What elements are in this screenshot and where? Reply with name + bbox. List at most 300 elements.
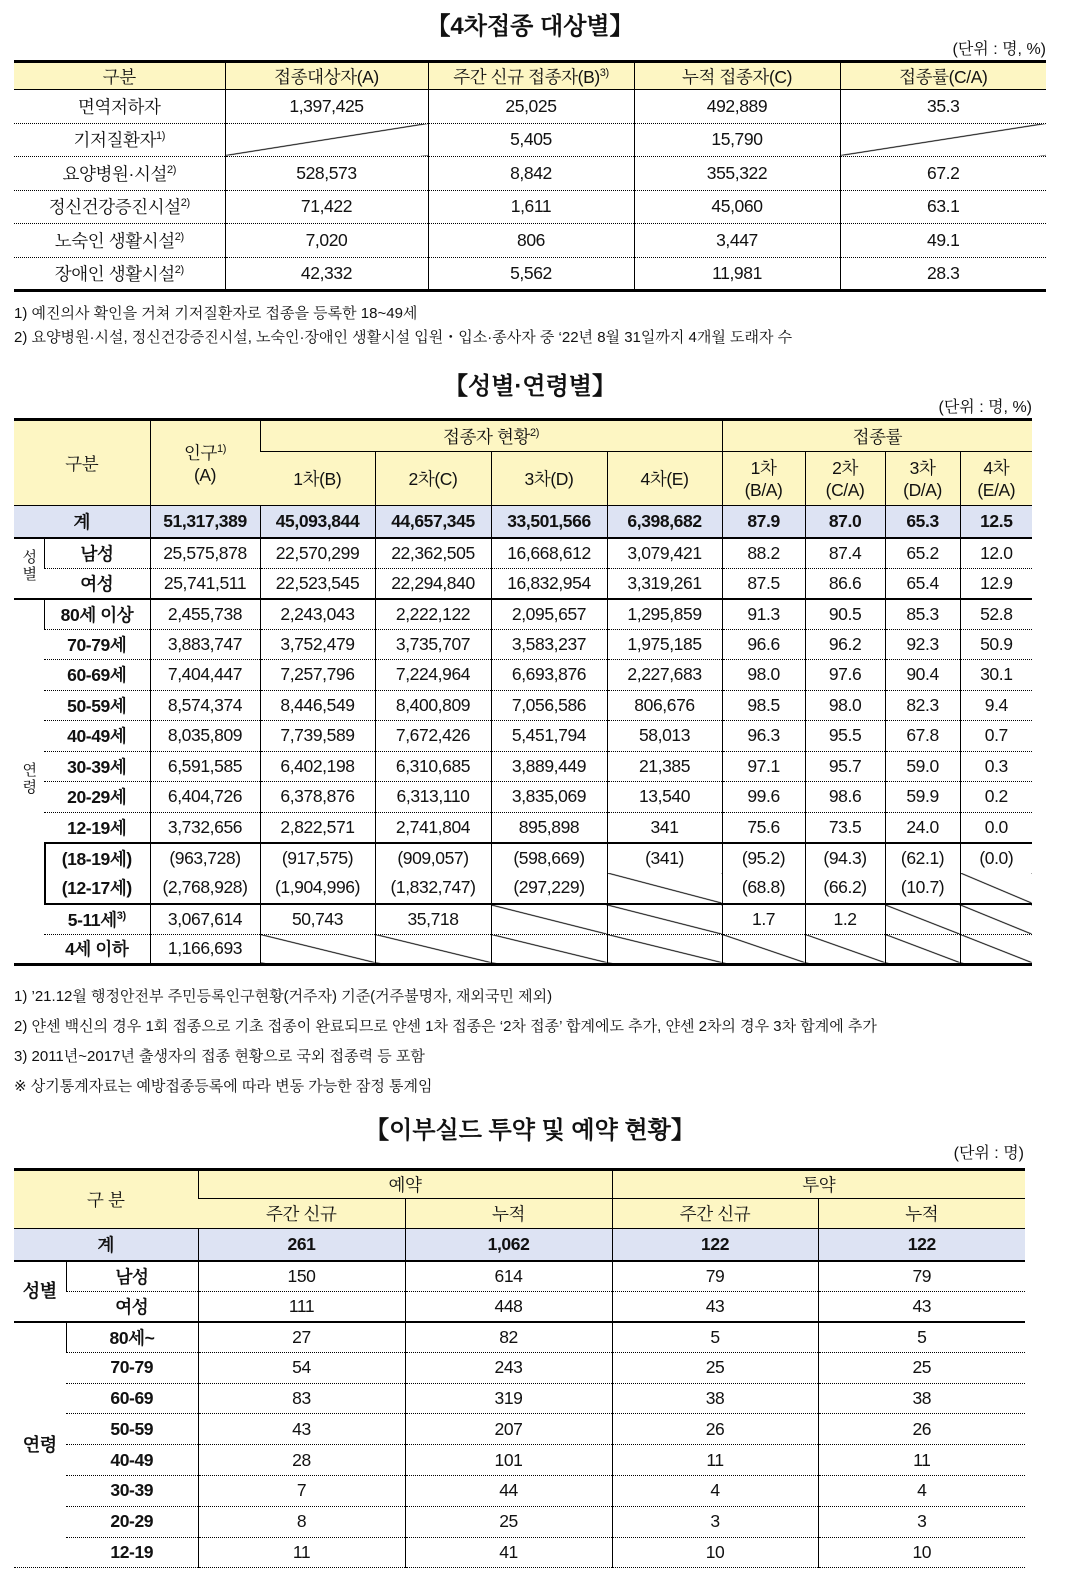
table-cell: 87.5 bbox=[722, 568, 805, 599]
footnote: ※ 상기통계자료는 예방접종등록에 따라 변동 가능한 잠정 통계임 bbox=[14, 1078, 433, 1095]
table-row bbox=[14, 721, 1032, 752]
table-cell: 98.6 bbox=[805, 782, 885, 813]
header-label: 주간 신규 bbox=[679, 1204, 751, 1224]
footnote-marker: 2) bbox=[174, 230, 184, 243]
row-label bbox=[44, 843, 150, 874]
table-cell: 101 bbox=[405, 1445, 612, 1476]
table-cell: 22,294,840 bbox=[375, 568, 491, 599]
table-cell: 6,398,682 bbox=[607, 506, 722, 538]
table-cell: 43 bbox=[612, 1291, 818, 1322]
table-cell: 38 bbox=[818, 1383, 1025, 1414]
table-cell: 82 bbox=[405, 1322, 612, 1353]
table-cell: 11 bbox=[818, 1445, 1025, 1476]
column-header bbox=[14, 62, 225, 90]
table-row bbox=[14, 934, 1032, 965]
column-header bbox=[428, 62, 634, 90]
table-cell: 26 bbox=[818, 1414, 1025, 1445]
side-label-text: 성별 bbox=[22, 1281, 57, 1301]
target-group-table bbox=[14, 60, 1046, 292]
table-cell: 7,739,589 bbox=[260, 721, 375, 752]
table-cell: 97.1 bbox=[722, 751, 805, 782]
table-cell: 22,570,299 bbox=[260, 538, 375, 569]
empty-diagonal-cell bbox=[260, 934, 375, 965]
table-cell: 111 bbox=[198, 1291, 405, 1322]
row-label bbox=[44, 721, 150, 752]
table-row bbox=[14, 873, 1032, 904]
header-label: 접종대상자(A) bbox=[274, 66, 379, 87]
row-label bbox=[44, 782, 150, 813]
table-row bbox=[14, 1506, 1025, 1537]
row-label-text: 여성 bbox=[115, 1296, 149, 1317]
empty-diagonal-cell bbox=[607, 934, 722, 965]
table-row bbox=[14, 1414, 1025, 1445]
table-row bbox=[14, 1537, 1025, 1568]
header-label: 3차 bbox=[909, 457, 936, 478]
table-cell: 3,889,449 bbox=[491, 751, 607, 782]
table-cell: 122 bbox=[612, 1229, 818, 1261]
table-cell: 8,574,374 bbox=[150, 690, 260, 721]
column-header bbox=[818, 1199, 1025, 1229]
table-row bbox=[14, 538, 1032, 569]
table-cell: 243 bbox=[405, 1352, 612, 1383]
table-cell: 85.3 bbox=[885, 599, 960, 630]
footnote: 2) 요양병원·시설, 정신건강증진시설, 노숙인·장애인 생활시설 입원・입소·종사자 중 ‘22년 8월 31일까지 4개월 도래자 수 bbox=[14, 329, 793, 346]
row-label-text: 12-19세 bbox=[67, 817, 127, 838]
table-cell: 25,025 bbox=[428, 90, 634, 124]
table-cell: 98.5 bbox=[722, 690, 805, 721]
column-header bbox=[198, 1199, 405, 1229]
row-label bbox=[66, 1322, 198, 1353]
header-label: 4차(E) bbox=[640, 469, 689, 489]
table-cell: 83 bbox=[198, 1383, 405, 1414]
table-cell: 65.2 bbox=[885, 538, 960, 569]
table-cell: 88.2 bbox=[722, 538, 805, 569]
table-cell: 50.9 bbox=[960, 629, 1032, 660]
table-cell: 8 bbox=[198, 1506, 405, 1537]
table-cell: 1,166,693 bbox=[150, 934, 260, 965]
table-cell: 3,319,261 bbox=[607, 568, 722, 599]
table-cell: 3 bbox=[612, 1506, 818, 1537]
row-label bbox=[44, 934, 150, 965]
table-cell: 98.0 bbox=[805, 690, 885, 721]
header-label: 투약 bbox=[802, 1175, 836, 1195]
footnote-marker: 2) bbox=[174, 263, 184, 276]
row-label bbox=[66, 1383, 198, 1414]
row-label-text: 50-59세 bbox=[67, 695, 127, 716]
row-label-text: 50-59 bbox=[110, 1418, 154, 1439]
group-header bbox=[14, 420, 150, 506]
row-label-text: 40-49 bbox=[110, 1449, 154, 1470]
empty-diagonal-cell bbox=[960, 904, 1032, 935]
column-header bbox=[375, 452, 491, 506]
table-cell: 0.0 bbox=[960, 812, 1032, 843]
header-label: 구분 bbox=[102, 66, 136, 87]
table-cell: 6,313,110 bbox=[375, 782, 491, 813]
empty-diagonal-cell bbox=[885, 904, 960, 935]
header-label: 접종률(C/A) bbox=[899, 66, 988, 87]
table-cell: 95.5 bbox=[805, 721, 885, 752]
table-cell: 4 bbox=[612, 1475, 818, 1506]
empty-diagonal-cell bbox=[805, 934, 885, 965]
row-label bbox=[66, 1352, 198, 1383]
table-cell: 5,451,794 bbox=[491, 721, 607, 752]
row-label bbox=[14, 157, 225, 191]
table-cell: (297,229) bbox=[491, 873, 607, 904]
table-cell: (341) bbox=[607, 843, 722, 874]
table-cell: 44,657,345 bbox=[375, 506, 491, 538]
header-label: 누적 bbox=[905, 1204, 939, 1224]
table-cell: 3,752,479 bbox=[260, 629, 375, 660]
row-label bbox=[14, 123, 225, 157]
table-row bbox=[14, 660, 1032, 691]
table-cell: 806 bbox=[428, 224, 634, 258]
column-header bbox=[491, 452, 607, 506]
table-cell: 5,405 bbox=[428, 123, 634, 157]
table-row bbox=[14, 904, 1032, 935]
table-cell: 1,611 bbox=[428, 190, 634, 224]
row-label-text: 20-29 bbox=[110, 1511, 154, 1532]
row-label bbox=[14, 90, 225, 124]
reservation-header bbox=[198, 1170, 612, 1199]
table-cell: 6,310,685 bbox=[375, 751, 491, 782]
header-row bbox=[14, 62, 1046, 90]
total-row bbox=[14, 1229, 1025, 1261]
row-label-text: 20-29세 bbox=[67, 787, 127, 808]
row-label-text: 정신건강증진시설 bbox=[48, 197, 181, 218]
column-header bbox=[612, 1199, 818, 1229]
row-label-text: 30-39 bbox=[110, 1480, 154, 1501]
empty-diagonal-cell bbox=[225, 123, 428, 157]
row-label bbox=[44, 812, 150, 843]
table-cell: 26 bbox=[612, 1414, 818, 1445]
row-label bbox=[66, 1537, 198, 1568]
row-label bbox=[66, 1475, 198, 1506]
table-cell: (963,728) bbox=[150, 843, 260, 874]
sex-side-label bbox=[14, 1261, 66, 1322]
table-cell: 11 bbox=[612, 1445, 818, 1476]
header-row bbox=[14, 420, 1032, 452]
row-label-text: 남성 bbox=[80, 543, 114, 564]
row-label-text: 기저질환자 bbox=[73, 130, 157, 151]
row-label-text: (12-17세) bbox=[61, 878, 132, 899]
table-cell: 22,523,545 bbox=[260, 568, 375, 599]
evusheld-table bbox=[14, 1168, 1025, 1568]
table-cell: 1,062 bbox=[405, 1229, 612, 1261]
table-cell: (66.2) bbox=[805, 873, 885, 904]
table-cell: 96.3 bbox=[722, 721, 805, 752]
table-cell: 150 bbox=[198, 1261, 405, 1292]
header-label: 4차 bbox=[983, 457, 1010, 478]
age-side-label bbox=[14, 599, 44, 965]
side-label-text: 연령 bbox=[20, 761, 38, 796]
table-cell: 6,591,585 bbox=[150, 751, 260, 782]
column-header bbox=[225, 62, 428, 90]
table-cell: 38 bbox=[612, 1383, 818, 1414]
table-cell: 3,067,614 bbox=[150, 904, 260, 935]
table-cell: 3,079,421 bbox=[607, 538, 722, 569]
header-label: 3차(D) bbox=[524, 469, 574, 489]
table-cell: 11,981 bbox=[634, 257, 840, 291]
table-cell: 73.5 bbox=[805, 812, 885, 843]
table-cell: 2,243,043 bbox=[260, 599, 375, 630]
table-cell: 87.0 bbox=[805, 506, 885, 538]
row-label-text: 80세 이상 bbox=[60, 604, 134, 625]
table-row bbox=[14, 1352, 1025, 1383]
table-row bbox=[14, 157, 1046, 191]
table-cell: 7,224,964 bbox=[375, 660, 491, 691]
table-cell: 3,835,069 bbox=[491, 782, 607, 813]
table-cell: 7,020 bbox=[225, 224, 428, 258]
row-label-text: 면역저하자 bbox=[77, 96, 161, 117]
header-label: 2차(C) bbox=[408, 469, 458, 489]
table-cell: 35.3 bbox=[840, 90, 1046, 124]
table-cell: 98.0 bbox=[722, 660, 805, 691]
table-cell: 2,227,683 bbox=[607, 660, 722, 691]
table1-footnotes bbox=[14, 302, 792, 350]
header-label: (A) bbox=[193, 465, 217, 485]
table-cell: 99.6 bbox=[722, 782, 805, 813]
footnote: 3) 2011년~2017년 출생자의 접종 현황으로 국외 접종력 등 포함 bbox=[14, 1048, 425, 1065]
table2-footnotes bbox=[14, 982, 877, 1102]
table-cell: 1.7 bbox=[722, 904, 805, 935]
footnote: 1) 예진의사 확인을 거쳐 기저질환자로 접종을 등록한 18~49세 bbox=[14, 305, 418, 322]
table-row bbox=[14, 843, 1032, 874]
table-cell: 45,093,844 bbox=[260, 506, 375, 538]
table-cell: 16,832,954 bbox=[491, 568, 607, 599]
table-cell: (94.3) bbox=[805, 843, 885, 874]
footnote: 1) ’21.12월 행정안전부 주민등록인구현황(거주자) 기준(거주불명자, 재외국민 제외) bbox=[14, 988, 553, 1005]
table-cell: (1,832,747) bbox=[375, 873, 491, 904]
table-cell: 122 bbox=[818, 1229, 1025, 1261]
table-row bbox=[14, 190, 1046, 224]
table-cell: 67.8 bbox=[885, 721, 960, 752]
total-row bbox=[14, 506, 1032, 538]
table-cell: 261 bbox=[198, 1229, 405, 1261]
table-cell: 5 bbox=[612, 1322, 818, 1353]
table-cell: 4 bbox=[818, 1475, 1025, 1506]
table-cell: 1,975,185 bbox=[607, 629, 722, 660]
side-label-text: 연령 bbox=[22, 1434, 57, 1455]
column-header bbox=[805, 452, 885, 506]
header-label: 1차 bbox=[750, 457, 777, 478]
table-cell: 7 bbox=[198, 1475, 405, 1506]
table-cell: 207 bbox=[405, 1414, 612, 1445]
table-cell: 33,501,566 bbox=[491, 506, 607, 538]
table-cell: 12.9 bbox=[960, 568, 1032, 599]
table-cell: 67.2 bbox=[840, 157, 1046, 191]
table-cell: 71,422 bbox=[225, 190, 428, 224]
table-cell: 65.4 bbox=[885, 568, 960, 599]
empty-diagonal-cell bbox=[840, 123, 1046, 157]
table-cell: 806,676 bbox=[607, 690, 722, 721]
table-row bbox=[14, 599, 1032, 630]
table1-unit: (단위 : 명, %) bbox=[952, 41, 1046, 58]
table-cell: 12.5 bbox=[960, 506, 1032, 538]
row-label bbox=[44, 568, 150, 599]
table-cell: (62.1) bbox=[885, 843, 960, 874]
table-cell: 614 bbox=[405, 1261, 612, 1292]
table-row bbox=[14, 123, 1046, 157]
table-cell: 3,447 bbox=[634, 224, 840, 258]
table-cell: 448 bbox=[405, 1291, 612, 1322]
empty-diagonal-cell bbox=[885, 934, 960, 965]
empty-diagonal-cell bbox=[960, 934, 1032, 965]
table-cell: 59.0 bbox=[885, 751, 960, 782]
table-cell: 0.2 bbox=[960, 782, 1032, 813]
table-cell: 25,741,511 bbox=[150, 568, 260, 599]
table-cell: 25 bbox=[405, 1506, 612, 1537]
table-cell: 6,402,198 bbox=[260, 751, 375, 782]
table-cell: 91.3 bbox=[722, 599, 805, 630]
sex-side-label bbox=[14, 538, 44, 599]
table-cell: 341 bbox=[607, 812, 722, 843]
table-cell: 3,735,707 bbox=[375, 629, 491, 660]
table-cell: 63.1 bbox=[840, 190, 1046, 224]
column-header bbox=[885, 452, 960, 506]
header-label: 구 분 bbox=[87, 1190, 125, 1210]
table-cell: 87.4 bbox=[805, 538, 885, 569]
table-cell: 355,322 bbox=[634, 157, 840, 191]
sex-age-table bbox=[14, 418, 1032, 966]
table-cell: 43 bbox=[818, 1291, 1025, 1322]
row-label-text: 40-49세 bbox=[67, 726, 127, 747]
column-header bbox=[634, 62, 840, 90]
table-cell: 8,035,809 bbox=[150, 721, 260, 752]
table-cell: (598,669) bbox=[491, 843, 607, 874]
table-row bbox=[14, 90, 1046, 124]
table1-title: 【4차접종 대상별】 bbox=[426, 13, 634, 40]
header-label: (B/A) bbox=[744, 479, 783, 500]
administration-header bbox=[612, 1170, 1025, 1199]
row-label-text: 장애인 생활시설 bbox=[54, 263, 175, 284]
footnote-marker: 2) bbox=[166, 163, 176, 176]
table-row bbox=[14, 1291, 1025, 1322]
table-cell: 10 bbox=[818, 1537, 1025, 1568]
table-cell: 50,743 bbox=[260, 904, 375, 935]
table-cell: (917,575) bbox=[260, 843, 375, 874]
row-label-text: 60-69 bbox=[110, 1387, 154, 1408]
table-cell: 5,562 bbox=[428, 257, 634, 291]
row-label-text: 70-79 bbox=[110, 1357, 154, 1378]
row-label-text: 계 bbox=[73, 511, 91, 532]
table-cell: 16,668,612 bbox=[491, 538, 607, 569]
row-label bbox=[44, 873, 150, 904]
table-row bbox=[14, 1383, 1025, 1414]
table-row bbox=[14, 782, 1032, 813]
table-cell: 1.2 bbox=[805, 904, 885, 935]
header-row bbox=[14, 1170, 1025, 1199]
rate-header bbox=[722, 420, 1032, 452]
table3-unit: (단위 : 명) bbox=[953, 1145, 1024, 1162]
row-label bbox=[14, 224, 225, 258]
table-cell: 8,842 bbox=[428, 157, 634, 191]
table-cell: 9.4 bbox=[960, 690, 1032, 721]
table-cell: 8,446,549 bbox=[260, 690, 375, 721]
table-cell: 52.8 bbox=[960, 599, 1032, 630]
row-label bbox=[14, 257, 225, 291]
table-cell: 75.6 bbox=[722, 812, 805, 843]
group-header bbox=[14, 1170, 198, 1229]
row-label bbox=[44, 629, 150, 660]
table-cell: 528,573 bbox=[225, 157, 428, 191]
table-cell: 25 bbox=[612, 1352, 818, 1383]
table-cell: 8,400,809 bbox=[375, 690, 491, 721]
table-cell: (2,768,928) bbox=[150, 873, 260, 904]
table-cell: 27 bbox=[198, 1322, 405, 1353]
table-row bbox=[14, 751, 1032, 782]
column-header bbox=[260, 452, 375, 506]
side-label-text: 성별 bbox=[20, 548, 38, 583]
population-header bbox=[150, 420, 260, 506]
table-cell: (909,057) bbox=[375, 843, 491, 874]
table-cell: 0.3 bbox=[960, 751, 1032, 782]
table-cell: 44 bbox=[405, 1475, 612, 1506]
table2-title: 【성별·연령별】 bbox=[444, 373, 616, 400]
table-cell: 58,013 bbox=[607, 721, 722, 752]
table-row bbox=[14, 690, 1032, 721]
table-cell: 45,060 bbox=[634, 190, 840, 224]
header-label: (C/A) bbox=[825, 479, 865, 500]
footnote-marker: 2) bbox=[180, 197, 190, 210]
row-label bbox=[14, 506, 150, 538]
table-cell: 96.2 bbox=[805, 629, 885, 660]
empty-diagonal-cell bbox=[607, 873, 722, 904]
table-row bbox=[14, 1322, 1025, 1353]
table-row bbox=[14, 568, 1032, 599]
table-cell: 97.6 bbox=[805, 660, 885, 691]
table-cell: 6,404,726 bbox=[150, 782, 260, 813]
table-cell: 11 bbox=[198, 1537, 405, 1568]
table-cell: 6,693,876 bbox=[491, 660, 607, 691]
header-label: 주간 신규 접종자(B) bbox=[453, 66, 600, 87]
row-label bbox=[44, 690, 150, 721]
table-cell: 41 bbox=[405, 1537, 612, 1568]
table-cell: 7,672,426 bbox=[375, 721, 491, 752]
table-cell: 65.3 bbox=[885, 506, 960, 538]
row-label bbox=[66, 1506, 198, 1537]
table-cell: 3,583,237 bbox=[491, 629, 607, 660]
table-cell: 2,095,657 bbox=[491, 599, 607, 630]
table-cell: 49.1 bbox=[840, 224, 1046, 258]
table-cell: 28 bbox=[198, 1445, 405, 1476]
table-cell: 21,385 bbox=[607, 751, 722, 782]
header-label: 예약 bbox=[388, 1175, 422, 1195]
table-cell: 79 bbox=[818, 1261, 1025, 1292]
row-label-text: 4세 이하 bbox=[65, 939, 129, 960]
column-header bbox=[960, 452, 1032, 506]
header-label: 1차(B) bbox=[293, 469, 342, 489]
table-cell: 492,889 bbox=[634, 90, 840, 124]
row-label bbox=[14, 190, 225, 224]
table-cell: 7,056,586 bbox=[491, 690, 607, 721]
table-cell: 7,404,447 bbox=[150, 660, 260, 691]
row-label-text: 5-11세 bbox=[67, 909, 117, 930]
table-cell: 25 bbox=[818, 1352, 1025, 1383]
table-cell: 2,455,738 bbox=[150, 599, 260, 630]
row-label-text: 여성 bbox=[80, 573, 114, 594]
row-label bbox=[66, 1414, 198, 1445]
row-label bbox=[66, 1261, 198, 1292]
table-cell: 22,362,505 bbox=[375, 538, 491, 569]
row-label-text: 12-19 bbox=[110, 1541, 154, 1562]
table-cell: (0.0) bbox=[960, 843, 1032, 874]
table3-title: 【이부실드 투약 및 예약 현황】 bbox=[365, 1117, 695, 1144]
empty-diagonal-cell bbox=[491, 904, 607, 935]
table-cell: 1,397,425 bbox=[225, 90, 428, 124]
row-label bbox=[44, 751, 150, 782]
row-label-text: 남성 bbox=[115, 1266, 149, 1287]
table-cell: 90.5 bbox=[805, 599, 885, 630]
